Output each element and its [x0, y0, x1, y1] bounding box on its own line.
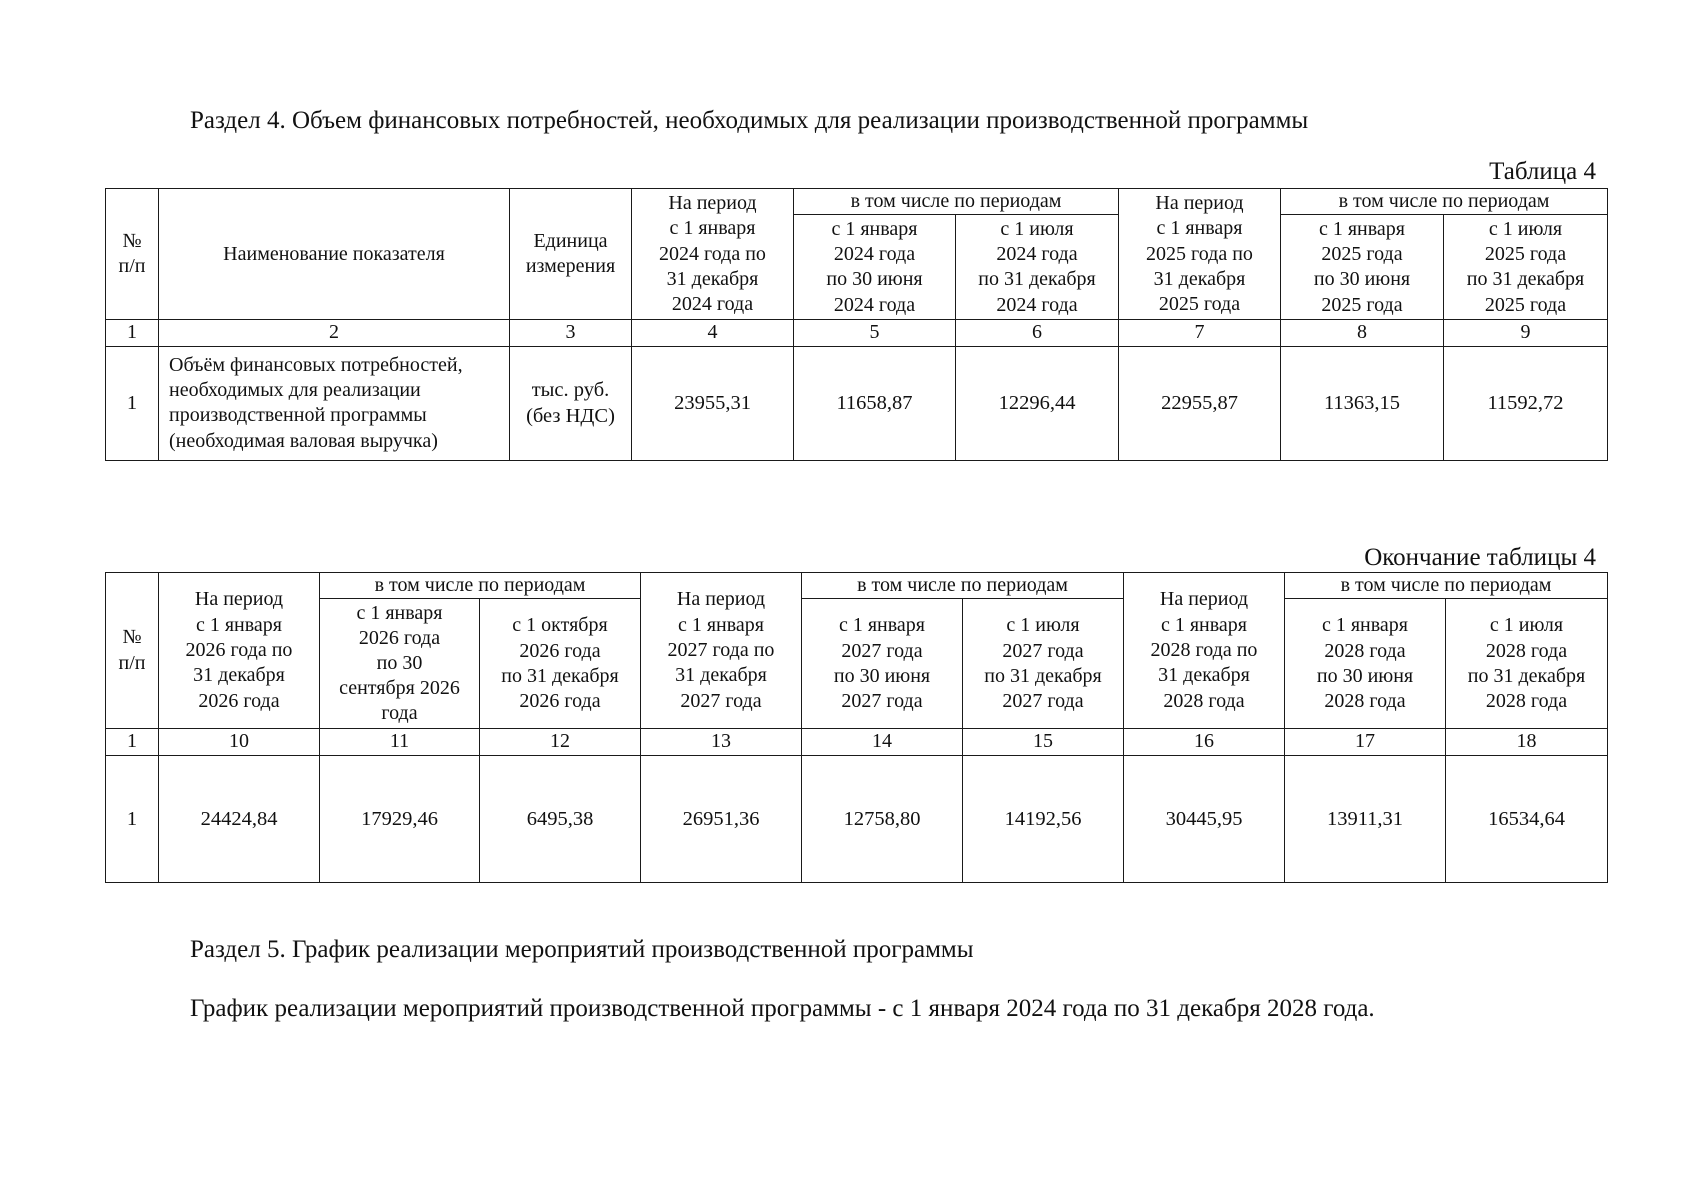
col-header-period-2027: На период с 1 января 2027 года по 31 декабря 2027 года	[641, 573, 802, 729]
value-cell: 16534,64	[1446, 755, 1608, 882]
col-header-unit: Единица измерения	[510, 189, 632, 320]
column-numbers-row	[106, 729, 1608, 755]
value-cell: 30445,95	[1124, 755, 1285, 882]
col-header-period-2026: На период с 1 января 2026 года по 31 декабря 2026 года	[159, 573, 320, 729]
col-number: 14	[802, 729, 963, 755]
col-number: 13	[641, 729, 802, 755]
col-group-header-2024: в том числе по периодам	[794, 189, 1119, 215]
value-cell: 22955,87	[1119, 346, 1281, 460]
row-number: 1	[106, 755, 159, 882]
financial-needs-table	[105, 188, 1608, 461]
col-number: 16	[1124, 729, 1285, 755]
column-numbers-row	[106, 320, 1608, 346]
col-number: 10	[159, 729, 320, 755]
col-number: 12	[480, 729, 641, 755]
section-5-title: Раздел 5. График реализации мероприятий производственной программы	[190, 936, 974, 963]
value-cell: 23955,31	[632, 346, 794, 460]
value-cell: 11658,87	[794, 346, 956, 460]
col-header-name: Наименование показателя	[159, 189, 510, 320]
col-header-h1-2027: с 1 января 2027 года по 30 июня 2027 года	[802, 599, 963, 729]
section-5-text: График реализации мероприятий производственной программы - с 1 января 2024 года по 31 декабря 2028 года.	[190, 995, 1375, 1022]
col-number: 2	[159, 320, 510, 346]
col-number: 6	[956, 320, 1119, 346]
table-row	[106, 755, 1608, 882]
col-group-header-2028: в том числе по периодам	[1285, 573, 1608, 599]
col-header-h2-2025: с 1 июля 2025 года по 31 декабря 2025 года	[1444, 215, 1608, 320]
col-header-h1-2024: с 1 января 2024 года по 30 июня 2024 года	[794, 215, 956, 320]
col-number: 11	[320, 729, 480, 755]
col-number: 7	[1119, 320, 1281, 346]
value-cell: 6495,38	[480, 755, 641, 882]
col-number: 1	[106, 320, 159, 346]
col-number: 4	[632, 320, 794, 346]
col-number: 5	[794, 320, 956, 346]
indicator-name: Объём финансовых потребностей, необходимых для реализации производственной программы (необходимая валовая выручка)	[159, 346, 510, 460]
col-number: 8	[1281, 320, 1444, 346]
value-cell: 24424,84	[159, 755, 320, 882]
col-number: 15	[963, 729, 1124, 755]
value-cell: 13911,31	[1285, 755, 1446, 882]
col-header-num: № п/п	[106, 189, 159, 320]
col-header-period-2028: На период с 1 января 2028 года по 31 декабря 2028 года	[1124, 573, 1285, 729]
col-header-q1-2026: с 1 января 2026 года по 30 сентября 2026 года	[320, 599, 480, 729]
col-header-h1-2025: с 1 января 2025 года по 30 июня 2025 года	[1281, 215, 1444, 320]
col-number: 18	[1446, 729, 1608, 755]
col-header-period-2024: На период с 1 января 2024 года по 31 декабря 2024 года	[632, 189, 794, 320]
col-header-h2-2024: с 1 июля 2024 года по 31 декабря 2024 года	[956, 215, 1119, 320]
row-number: 1	[106, 346, 159, 460]
col-group-header-2026: в том числе по периодам	[320, 573, 641, 599]
col-header-q2-2026: с 1 октября 2026 года по 31 декабря 2026 года	[480, 599, 641, 729]
value-cell: 11592,72	[1444, 346, 1608, 460]
value-cell: 17929,46	[320, 755, 480, 882]
value-cell: 26951,36	[641, 755, 802, 882]
col-group-header-2025: в том числе по периодам	[1281, 189, 1608, 215]
value-cell: 12296,44	[956, 346, 1119, 460]
col-header-h2-2028: с 1 июля 2028 года по 31 декабря 2028 года	[1446, 599, 1608, 729]
col-header-period-2025: На период с 1 января 2025 года по 31 декабря 2025 года	[1119, 189, 1281, 320]
unit-cell: тыс. руб. (без НДС)	[510, 346, 632, 460]
financial-needs-table-continued	[105, 572, 1608, 883]
col-header-num: № п/п	[106, 573, 159, 729]
table-4-caption: Таблица 4	[1489, 158, 1596, 185]
section-4-title: Раздел 4. Объем финансовых потребностей, необходимых для реализации производственной программы	[190, 107, 1309, 134]
col-group-header-2027: в том числе по периодам	[802, 573, 1124, 599]
col-number: 9	[1444, 320, 1608, 346]
table-row	[106, 346, 1608, 460]
value-cell: 12758,80	[802, 755, 963, 882]
col-header-h1-2028: с 1 января 2028 года по 30 июня 2028 года	[1285, 599, 1446, 729]
col-header-h2-2027: с 1 июля 2027 года по 31 декабря 2027 года	[963, 599, 1124, 729]
col-number: 3	[510, 320, 632, 346]
value-cell: 11363,15	[1281, 346, 1444, 460]
col-number: 17	[1285, 729, 1446, 755]
col-number: 1	[106, 729, 159, 755]
table-4-end-caption: Окончание таблицы 4	[1364, 544, 1596, 571]
value-cell: 14192,56	[963, 755, 1124, 882]
